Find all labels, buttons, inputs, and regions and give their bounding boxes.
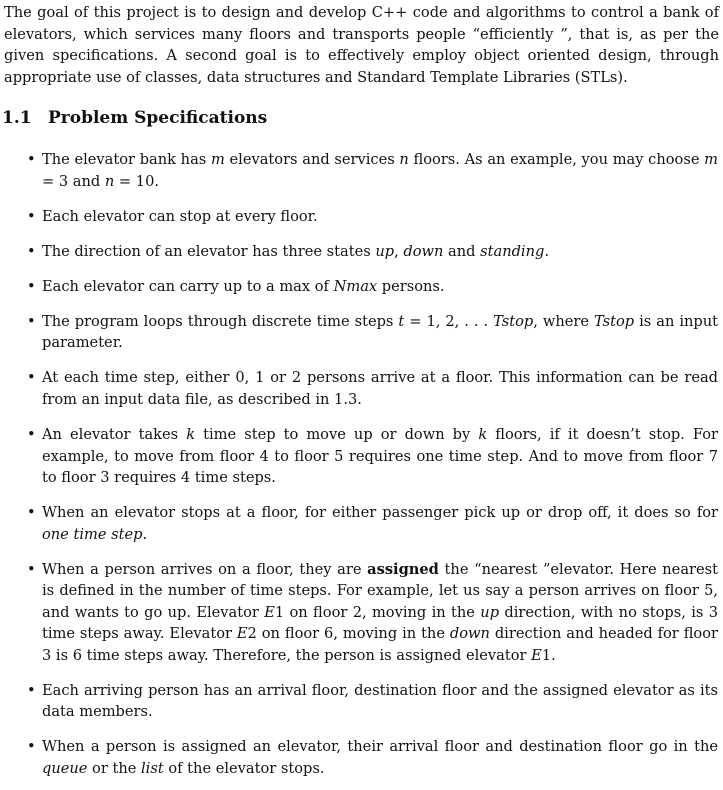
text-run: When an elevator stops at a floor, for either passenger pick up or drop off, it does so for	[42, 504, 718, 522]
italic-text: one time step	[42, 525, 143, 543]
text-run: = 10.	[114, 172, 159, 190]
italic-text: n	[104, 172, 115, 190]
bullet-icon: •	[27, 277, 36, 295]
italic-text: up	[480, 603, 500, 621]
bullet-icon: •	[27, 426, 36, 444]
bullet-icon: •	[27, 504, 36, 522]
bullet-icon: •	[27, 738, 36, 756]
text-run: direction and headed for floor 3 is 6 time steps away. Therefore, the person is assigned elevator	[42, 625, 718, 664]
italic-text: Nmax	[333, 277, 378, 295]
italic-text: t	[398, 312, 405, 330]
text-run: of the elevator stops.	[163, 759, 325, 777]
list-item	[0, 276, 723, 298]
text-run: 2 on floor 6, moving in the	[247, 625, 450, 643]
text-run: Each arriving person has an arrival floor, destination floor and the assigned elevator as its data members.	[42, 681, 718, 721]
list-item	[0, 559, 723, 667]
text-run: ,	[394, 242, 404, 260]
text-run: .	[544, 242, 549, 260]
text-run: persons.	[377, 277, 445, 295]
text-run: and	[443, 242, 481, 260]
italic-text: k	[478, 426, 488, 444]
bullet-icon: •	[27, 207, 36, 225]
text-run: , where	[533, 312, 594, 330]
bullet-icon: •	[27, 151, 36, 168]
italic-text: standing	[480, 242, 545, 260]
text-run: The elevator bank has	[42, 151, 211, 168]
italic-text: queue	[42, 759, 88, 777]
intro-paragraph: The goal of this project is to design and develop C++ code and algorithms to control a bank of elevators, which services many floors and transports people “efficiently ”, that is, as per the given specifications. A second goal is to effectively employ object oriented design, through appropriate use of classes, data structures and Standard Template Libraries (STLs).	[4, 4, 719, 86]
section-title: Problem Specifications	[48, 108, 268, 128]
text-run: At each time step, either 0, 1 or 2 persons arrive at a floor. This information can be read from an input data file, as described in 1.3.	[42, 369, 718, 408]
text-run: An elevator takes	[42, 426, 187, 444]
list-item	[0, 736, 723, 779]
text-run: The direction of an elevator has three states	[42, 242, 376, 260]
list-item	[0, 311, 723, 354]
section-number: 1.1	[2, 108, 32, 128]
text-run: direction, with no stops, is 3 time steps away. Elevator	[42, 603, 718, 643]
text-run: floors. As an example, you may choose	[408, 151, 705, 168]
bullet-icon: •	[27, 312, 36, 330]
text-run: is an input parameter.	[42, 312, 718, 352]
bullet-icon: •	[27, 681, 36, 699]
bullet-icon: •	[27, 242, 36, 260]
text-run: The program loops through discrete time steps	[42, 312, 399, 330]
text-run: 1.	[541, 646, 556, 664]
italic-text: E	[236, 625, 248, 643]
text-run: the “nearest ”elevator. Here nearest is defined in the number of time steps. For example, let us say a person arrives on floor 5, and wants to go up. Elevator	[42, 560, 718, 621]
italic-text: list	[141, 759, 164, 777]
specification-list	[0, 149, 723, 779]
list-item	[0, 680, 723, 723]
text-run: or the	[87, 759, 142, 777]
bold-text: assigned	[367, 560, 439, 578]
list-item	[0, 149, 723, 192]
list-item	[0, 241, 723, 263]
italic-text: k	[186, 426, 196, 444]
text-run: floors, if it doesn’t stop. For example, to move from floor 4 to floor 5 requires one time step. And to move from floor 7 to floor 3 requires 4 time steps.	[42, 426, 719, 487]
italic-text: down	[403, 242, 444, 260]
italic-text: m	[210, 151, 225, 168]
text-run: elevators and services	[224, 151, 400, 168]
italic-text: m	[704, 151, 718, 168]
italic-text: Tstop	[593, 312, 635, 330]
italic-text: E	[531, 646, 542, 664]
list-item	[0, 502, 723, 545]
text-run: Each elevator can stop at every floor.	[42, 207, 318, 225]
bullet-icon: •	[27, 560, 36, 578]
text-run: .	[142, 525, 148, 543]
text-run: When a person arrives on a floor, they are	[42, 560, 368, 578]
italic-text: up	[375, 242, 395, 260]
italic-text: n	[399, 151, 409, 168]
list-item	[0, 424, 723, 489]
text-run: 1 on floor 2, moving in the	[274, 603, 481, 621]
text-run: = 1, 2, . . .	[404, 312, 494, 330]
text-run: time step to move up or down by	[195, 426, 479, 444]
list-item	[0, 367, 723, 410]
italic-text: down	[449, 625, 490, 643]
italic-text: E	[264, 603, 275, 621]
text-run: When a person is assigned an elevator, their arrival floor and destination floor go in the	[42, 738, 718, 756]
section-heading	[2, 107, 723, 129]
text-run: = 3 and	[42, 172, 105, 190]
italic-text: Tstop	[493, 312, 534, 330]
text-run: Each elevator can carry up to a max of	[42, 277, 334, 295]
list-item	[0, 206, 723, 228]
bullet-icon: •	[27, 369, 36, 387]
